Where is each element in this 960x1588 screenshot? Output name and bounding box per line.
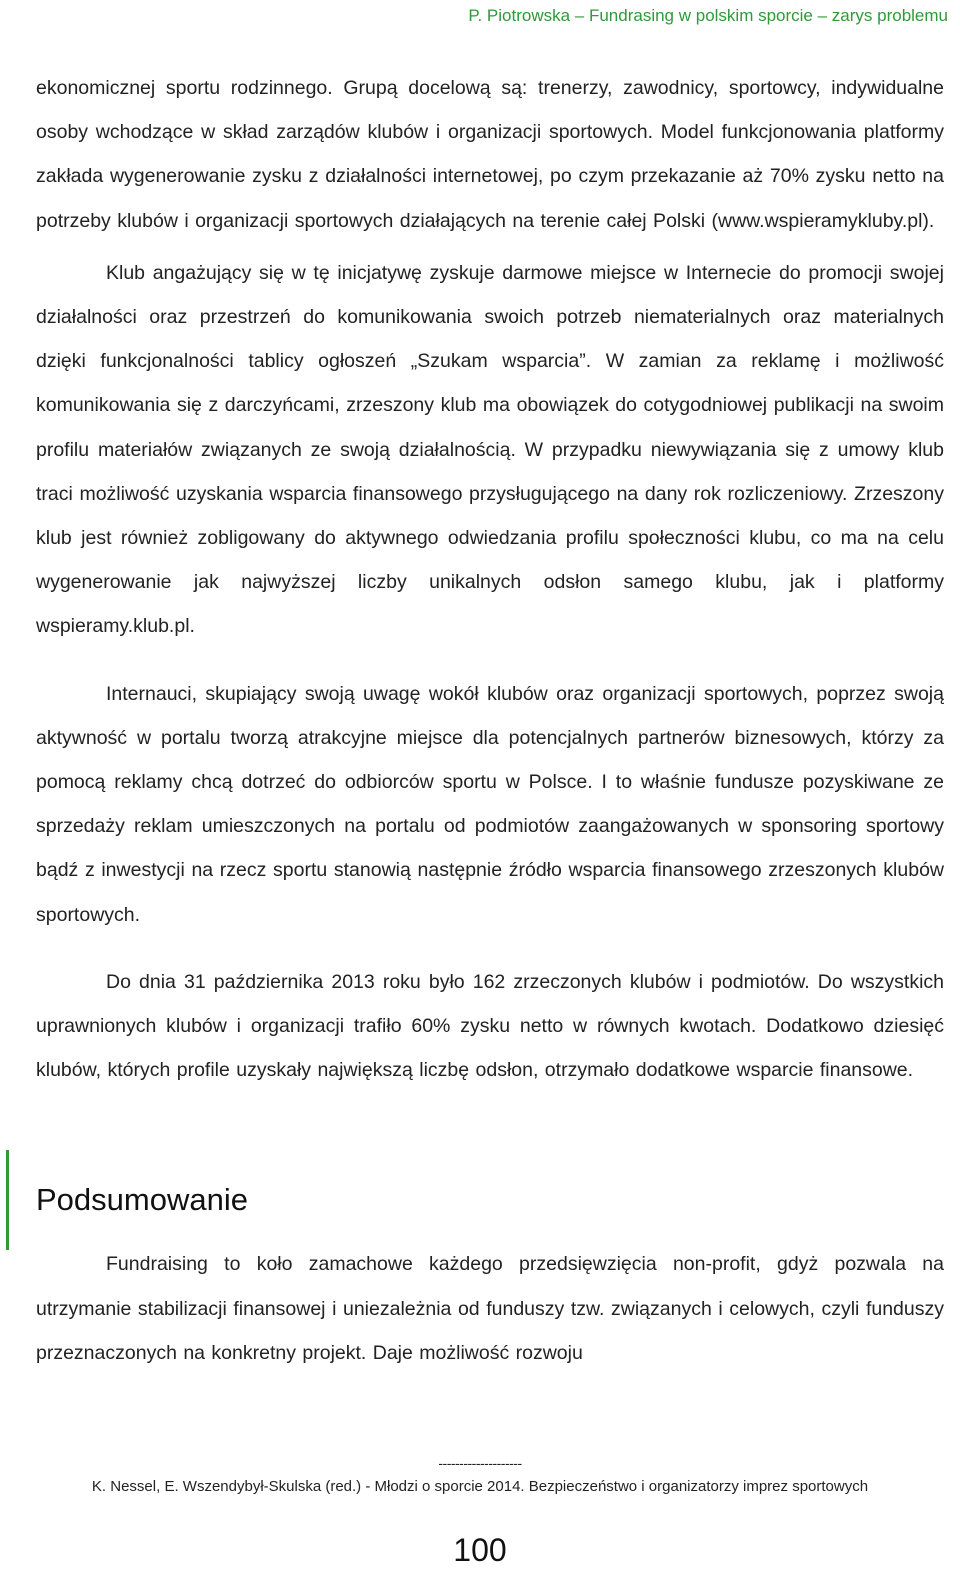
body-paragraph-4: Do dnia 31 października 2013 roku było 162 zrzeczonych klubów i podmiotów. Do wszystkich uprawnionych klubów i organizacji trafiło 60% zysku netto w równych kwotach. Dodatkowo dziesięć klubów, których profile uzyskały największą liczbę odsłon, otrzymało dodatkowe wsparcie finansowe.: [36, 970, 944, 1082]
page-number: 100: [453, 1532, 507, 1568]
page-body: [36, 66, 944, 1375]
section-accent-bar: [6, 1150, 9, 1250]
body-paragraph-2: Klub angażujący się w tę inicjatywę zyskuje darmowe miejsce w Internecie do promocji swojej działalności oraz przestrzeń do komunikowania swoich potrzeb niematerialnych oraz materialnych dzięki funkcjonalności tablicy ogłoszeń „Szukam wsparcia”. W zamian za reklamę i możliwość komunikowania się z darczyńcami, zrzeszony klub ma obowiązek do cotygodniowej publikacji na swoim profilu materiałów związanych ze swoją działalnością. W przypadku niewywiązania się z umowy klub traci możliwość uzyskania wsparcia finansowego przysługującego na dany rok rozliczeniowy. Zrzeszony klub jest również zobligowany do aktywnego odwiedzania profilu społeczności klubu, co ma na celu wygenerowanie jak najwyższej liczby unikalnych odsłon samego klubu, jak i platformy wspieramy.klub.pl.: [36, 261, 944, 638]
section-paragraph: Fundraising to koło zamachowe każdego przedsięwzięcia non-profit, gdyż pozwala na utrzymanie stabilizacji finansowej i uniezależnia od funduszy tzw. związanych i celowych, czyli funduszy przeznaczonych na konkretny projekt. Daje możliwość rozwoju: [36, 1253, 944, 1364]
section-heading: Podsumowanie: [36, 1182, 248, 1218]
body-paragraph-3: Internauci, skupiający swoją uwagę wokół klubów oraz organizacji sportowych, poprzez swoją aktywność w portalu tworzą atrakcyjne miejsce dla potencjalnych partnerów biznesowych, którzy za pomocą reklamy chcą dotrzeć do odbiorców sportu w Polsce. I to właśnie fundusze pozyskiwane ze sprzedaży reklam umieszczonych na portalu od podmiotów zaangażowanych w sponsoring sportowy bądź z inwestycji na rzecz sportu stanowią następnie źródło wsparcia finansowego zrzeszonych klubów sportowych.: [36, 682, 944, 926]
footer-separator: --------------------: [438, 1455, 522, 1471]
footer-citation: K. Nessel, E. Wszendybył-Skulska (red.) - Młodzi o sporcie 2014. Bezpieczeństwo i organizatorzy imprez sportowych: [91, 1478, 869, 1495]
section-podsumowanie: [36, 1148, 944, 1375]
body-paragraph-1: ekonomicznej sportu rodzinnego. Grupą docelową są: trenerzy, zawodnicy, sportowcy, indywidualne osoby wchodzące w skład zarządów klubów i organizacji sportowych. Model funkcjonowania platformy zakłada wygenerowanie zysku z działalności internetowej, po czym przekazanie aż 70% zysku netto na potrzeby klubów i organizacji sportowych działających na terenie całej Polski (www.wspieramykluby.pl).: [36, 77, 944, 232]
running-header: P. Piotrowska – Fundrasing w polskim sporcie – zarys problemu: [468, 6, 948, 25]
